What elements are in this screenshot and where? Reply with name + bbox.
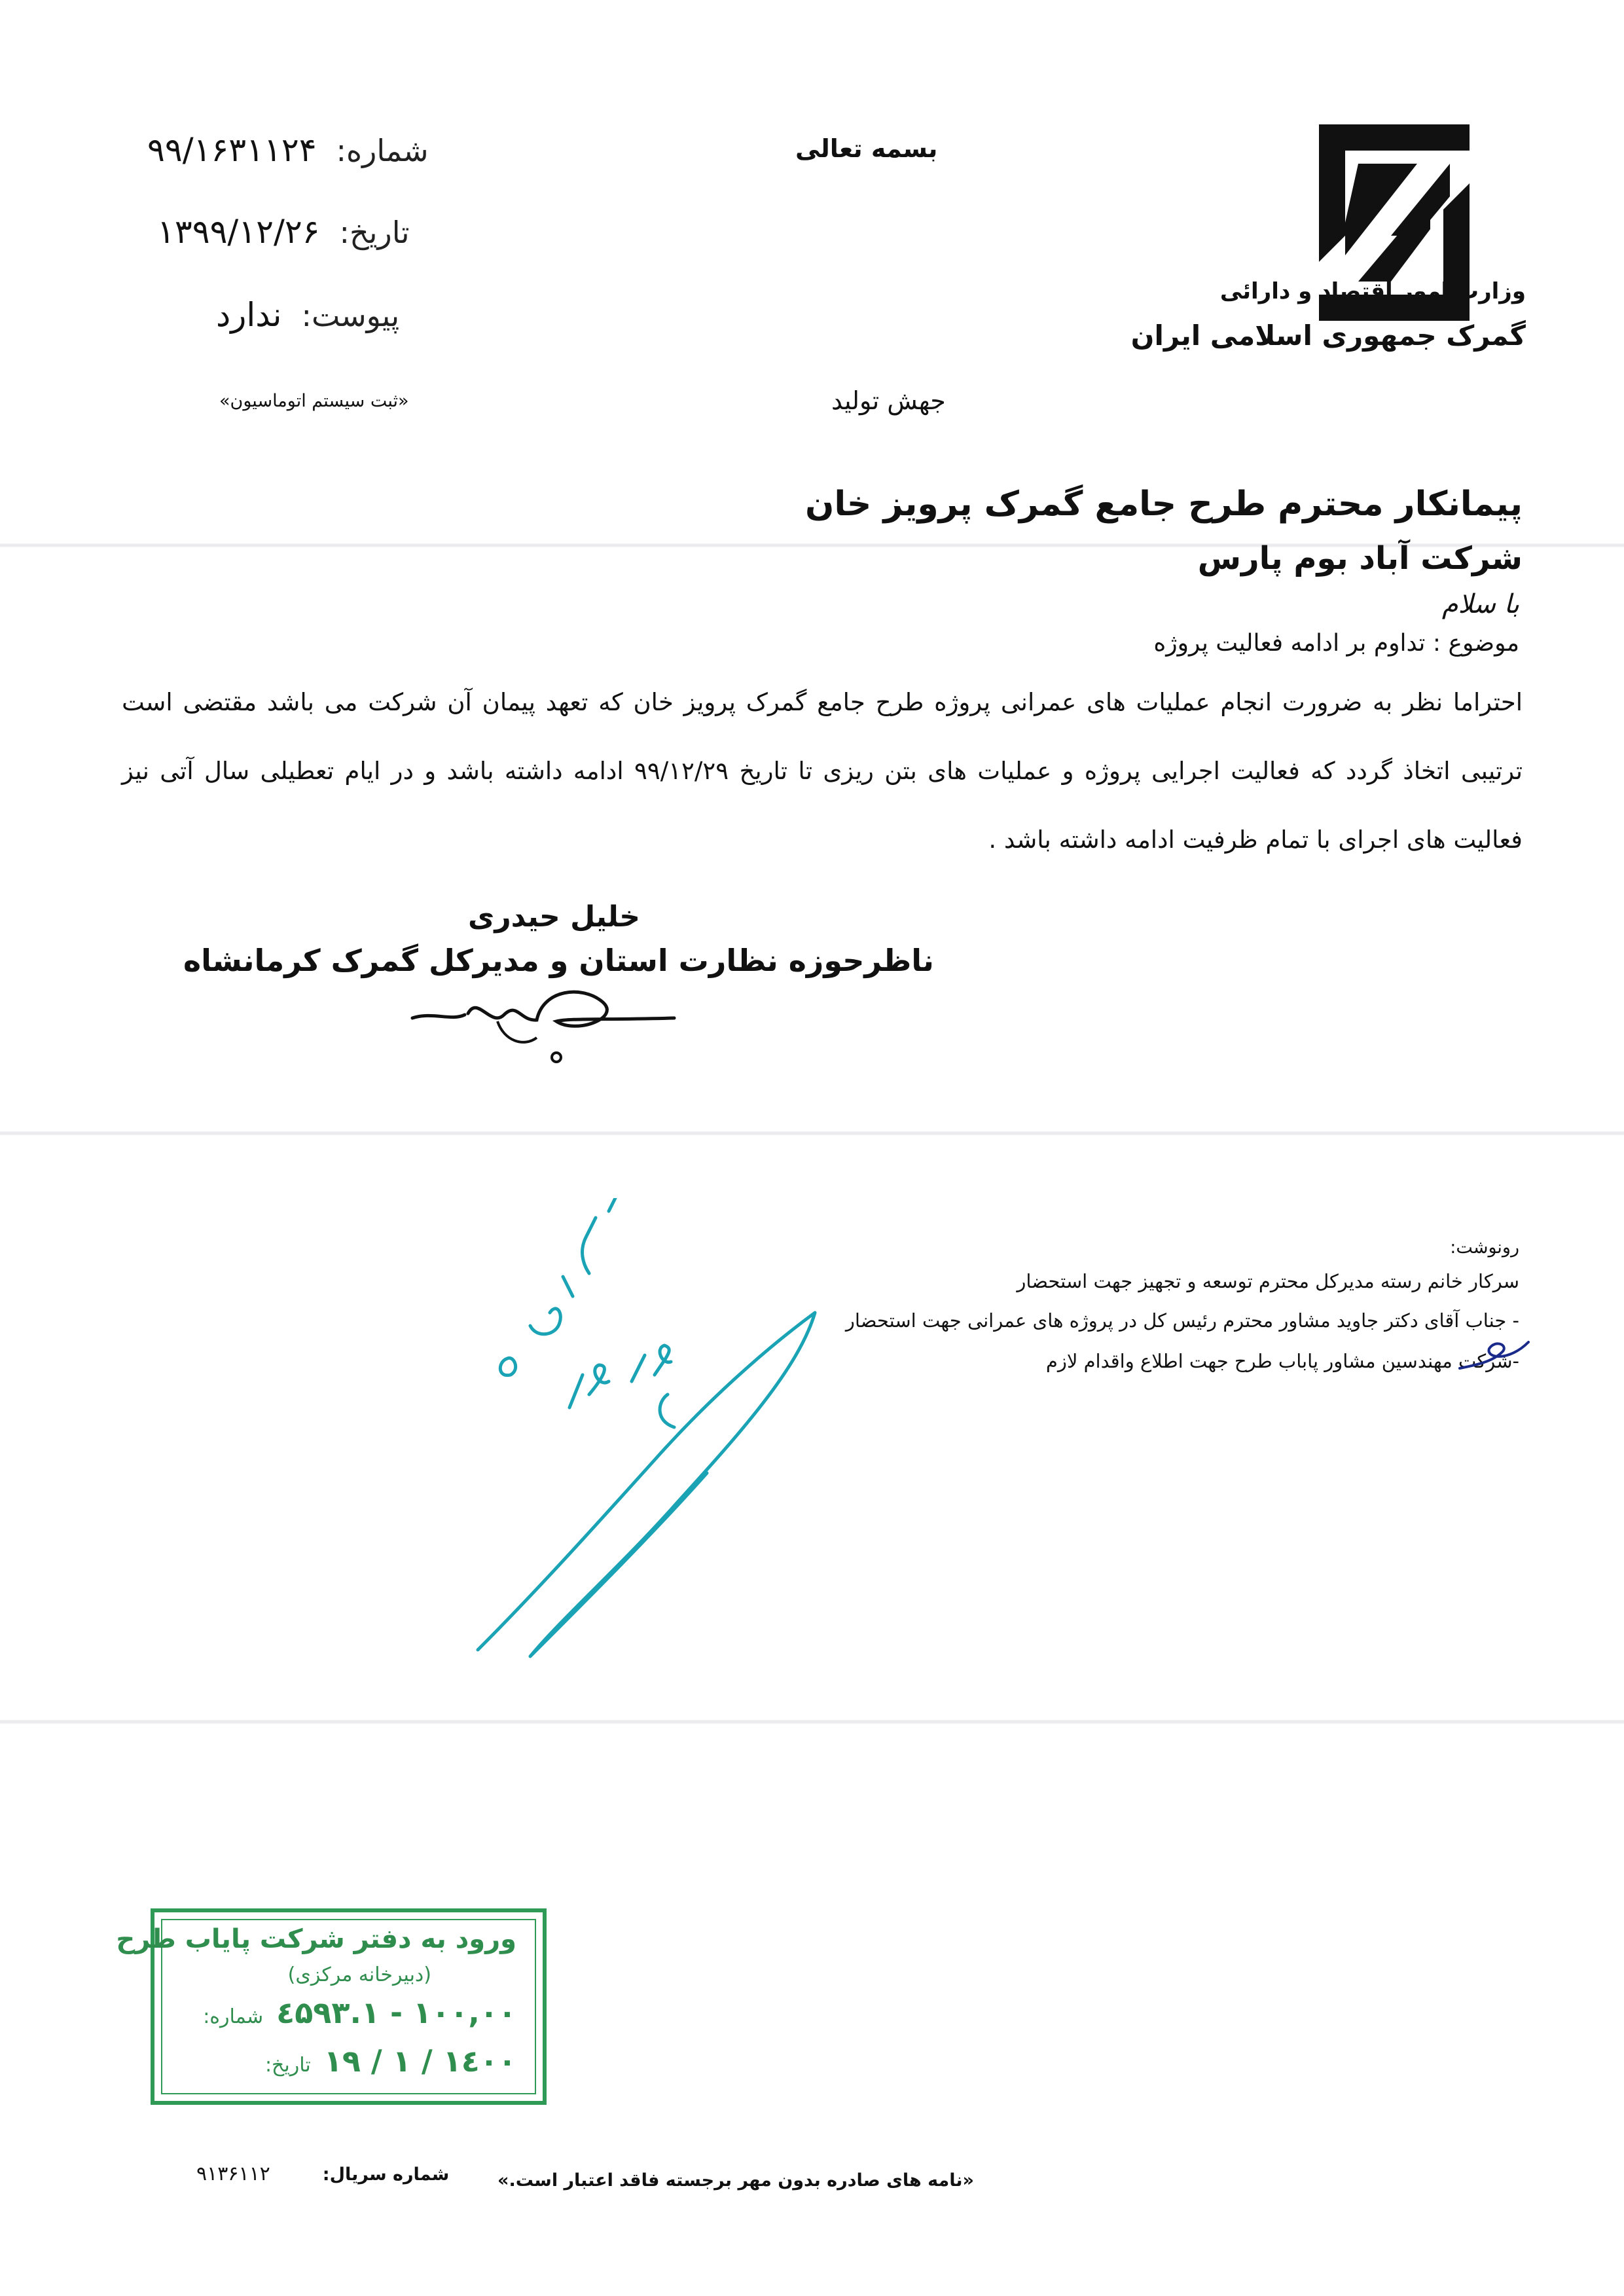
stamp-number-row xyxy=(203,1995,516,2030)
addressee-line-1: پیمانکار محترم طرح جامع گمرک پرویز خان xyxy=(804,484,1523,524)
attachment-label: پیوست: xyxy=(301,298,400,333)
attachment-value: ندارد xyxy=(216,296,282,334)
stamp-number-value: ۱۰۰,۰۰ - ۱.٤۵۹۳ xyxy=(276,1995,516,2030)
stamp-date-row xyxy=(265,2043,516,2079)
letter-body: احتراما نظر به ضرورت انجام عملیات های عمرانی پروژه طرح جامع گمرک پرویز خان که تعهد پیمان آن شرکت می باشد مقتضی است ترتیبی اتخاذ گردد که فعالیت اجرایی پروژه و عملیات های بتن ریزی تا تاریخ ۹۹/۱۲/۲۹ ادامه داشته باشد و در ایام تعطیلی سال آتی نیز فعالیت های اجرای با تمام ظرفیت ادامه داشته باشد . xyxy=(122,688,1523,854)
date-label: تاریخ: xyxy=(339,215,410,250)
serial-number xyxy=(196,2162,449,2185)
initials-mark-icon xyxy=(1456,1329,1532,1381)
auto-registration-note: «ثبت سیستم اتوماسیون» xyxy=(219,391,409,411)
letter-attachment xyxy=(216,296,399,334)
receipt-stamp xyxy=(116,1908,547,2105)
signer-name: خلیل حیدری xyxy=(468,900,640,934)
stamp-title: ورود به دفتر شرکت پایاب طرح xyxy=(116,1924,516,1954)
signature-scribble-icon xyxy=(406,982,681,1093)
cc-item: -شرکت مهندسین مشاور پاباب طرح جهت اطلاع واقدام لازم xyxy=(1045,1350,1519,1372)
fold-line xyxy=(0,1131,1624,1135)
number-value: ۹۹/۱۶۳۱۱۲۴ xyxy=(147,131,317,169)
cc-heading: رونوشت: xyxy=(1450,1237,1519,1258)
basmala-heading: بسمه تعالی xyxy=(795,134,938,163)
tagline: جهش تولید xyxy=(831,386,946,415)
addressee-line-2: شرکت آباد بوم پارس xyxy=(1197,540,1523,577)
cc-item: - جناب آقای دکتر جاوید مشاور محترم رئیس کل در پروژه های عمرانی جهت استحضار xyxy=(845,1309,1519,1332)
org-line-1: وزارت امور اقتصاد و دارائی xyxy=(1219,278,1526,304)
fold-line xyxy=(0,1720,1624,1724)
stamp-subtitle: (دبیرخانه مرکزی) xyxy=(287,1963,431,1986)
cc-item: سرکار خانم رسته مدیرکل محترم توسعه و تجهیز جهت استحضار xyxy=(1017,1270,1519,1292)
signer-title: ناظرحوزه نظارت استان و مدیرکل گمرک کرمانشاه xyxy=(183,943,934,978)
stamp-date-label: تاریخ: xyxy=(264,2054,311,2077)
greeting: با سلام xyxy=(1441,589,1519,619)
footer-validity-note: «نامه های صادره بدون مهر برجسته فاقد اعتبار است.» xyxy=(497,2170,974,2191)
serial-label: شماره سریال: xyxy=(322,2164,450,2185)
subject-line: موضوع : تداوم بر ادامه فعالیت پروژه xyxy=(1153,630,1519,657)
letter-date xyxy=(157,213,410,251)
org-line-2: گمرک جمهوری اسلامی ایران xyxy=(1130,319,1526,352)
date-value: ۱۳۹۹/۱۲/۲۶ xyxy=(157,213,320,251)
stamp-date-value: ۱٤۰۰ / ۱ / ۱۹ xyxy=(323,2043,516,2079)
stamp-number-label: شماره: xyxy=(203,2005,264,2028)
number-label: شماره: xyxy=(336,133,429,168)
letter-number xyxy=(147,131,429,169)
handwritten-annotation xyxy=(458,1198,851,1696)
serial-value: ۹۱۳۶۱۱۲ xyxy=(196,2162,270,2185)
